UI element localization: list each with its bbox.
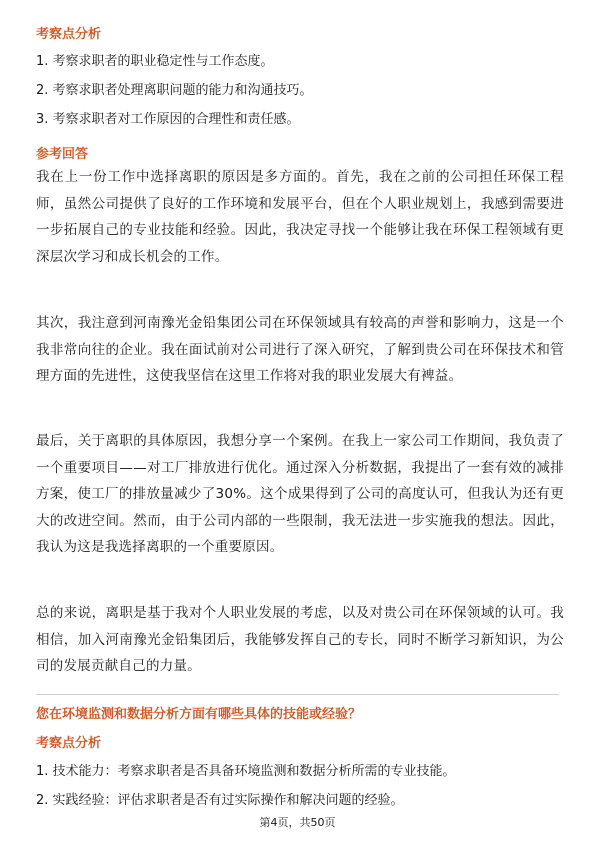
answer-paragraph: 最后，关于离职的具体原因，我想分享一个案例。在我上一家公司工作期间，我负责了一个重要项目——对工厂排放进行优化。通过深入分析数据，我提出了一套有效的减排方案，使工厂的排放量减少了30%。这个成果得到了公司的高度认可，但我认为还有更大的改进空间。然而，由于公司内部的一些限制，我无法进一步实施我的想法。因此，我认为这是我选择离职的一个重要原因。 [36,433,564,555]
list-item: 1. 考察求职者的职业稳定性与工作态度。 [36,54,274,69]
answer-paragraph: 其次，我注意到河南豫光金铅集团公司在环保领域具有较高的声誉和影响力，这是一个我非常向往的企业。我在面试前对公司进行了深入研究，了解到贵公司在环保技术和管理方面的先进性，这使我坚信在这里工作将对我的职业发展大有裨益。 [36,315,564,384]
section-heading-answer: 参考回答 [36,147,89,162]
section-heading-analysis: 考察点分析 [36,736,102,751]
section-divider [36,694,559,695]
list-item: 3. 考察求职者对工作原因的合理性和责任感。 [36,112,300,127]
answer-paragraph: 总的来说，离职是基于我对个人职业发展的考虑，以及对贵公司在环保领域的认可。我相信，加入河南豫光金铅集团后，我能够发挥自己的专长，同时不断学习新知识，为公司的发展贡献自己的力量。 [36,605,564,674]
section-heading-analysis: 考察点分析 [36,27,102,42]
list-item: 1. 技术能力：考察求职者是否具备环境监测和数据分析所需的专业技能。 [36,764,456,779]
list-item: 2. 考察求职者处理离职问题的能力和沟通技巧。 [36,83,313,98]
page-number: 第4页，共50页 [259,816,336,829]
answer-paragraph: 我在上一份工作中选择离职的原因是多方面的。首先，我在之前的公司担任环保工程师，虽然公司提供了良好的工作环境和发展平台，但在个人职业规划上，我感到需要进一步拓展自己的专业技能和经验。因此，我决定寻找一个能够让我在环保工程领域有更深层次学习和成长机会的工作。 [36,169,564,265]
question-title: 您在环境监测和数据分析方面有哪些具体的技能或经验？ [36,707,362,722]
list-item: 2. 实践经验：评估求职者是否有过实际操作和解决问题的经验。 [36,793,404,808]
